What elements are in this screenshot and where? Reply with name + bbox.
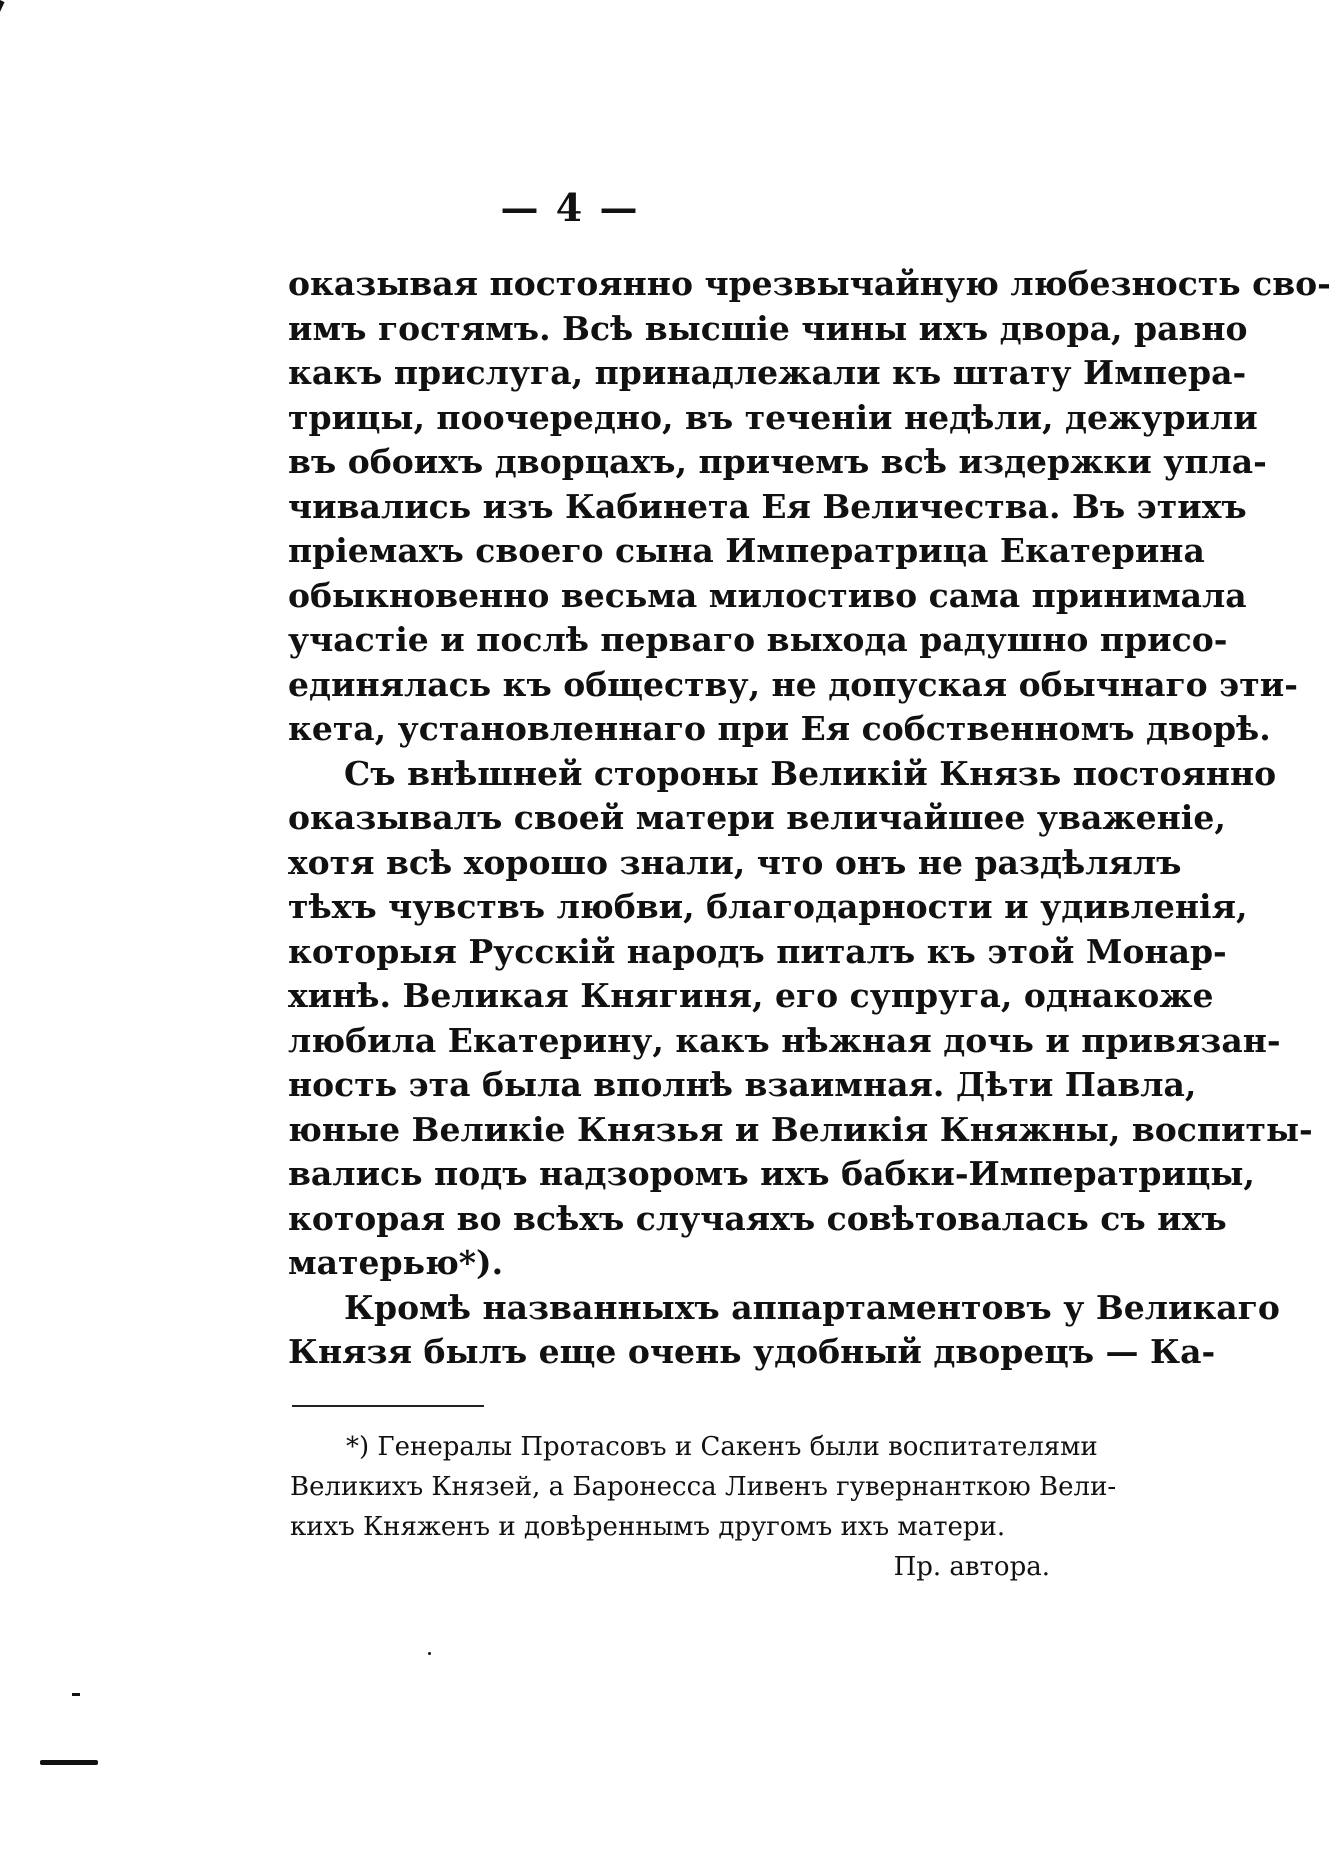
ink-mark [40, 1760, 98, 1765]
text-line: вались подъ надзоромъ ихъ бабки-Императрицы, [288, 1154, 1255, 1193]
text-line: въ обоихъ дворцахъ, причемъ всѣ издержки упла- [288, 442, 1267, 481]
text-line: какъ прислуга, принадлежали къ штату Импера- [288, 353, 1247, 392]
footnote-line: кихъ Княженъ и довѣреннымъ другомъ ихъ матери. [290, 1512, 1006, 1542]
text-line: любила Екатерину, какъ нѣжная дочь и привязан- [288, 1020, 1281, 1060]
text-line: хотя всѣ хорошо знали, что онъ не раздѣлялъ [288, 842, 1182, 882]
footnote-signature: Пр. автора. [893, 1552, 1050, 1582]
text-line: Князя былъ еще очень удобный дворецъ — Ка- [288, 1332, 1216, 1371]
text-line: юные Великіе Князья и Великія Княжны, воспиты- [288, 1109, 1313, 1149]
text-line: чивались изъ Кабинета Ея Величества. Въ этихъ [288, 486, 1247, 526]
paragraph-end-line: матерью*). [288, 1243, 504, 1282]
text-line: трицы, поочередно, въ теченіи недѣли, дежурили [288, 397, 1258, 437]
text-line: кета, установленнаго при Ея собственномъ дворѣ. [288, 709, 1271, 748]
page-number: — 4 — [500, 185, 640, 230]
text-line: ность эта была вполнѣ взаимная. Дѣти Павла, [288, 1065, 1197, 1104]
paragraph-start-line: Съ внѣшней стороны Великій Князь постоянно [344, 753, 1277, 793]
text-line: оказывая постоянно чрезвычайную любезность сво- [288, 264, 1331, 303]
footnote [290, 1427, 1117, 1587]
text-line: пріемахъ своего сына Императрица Екатерина [288, 531, 1205, 570]
text-line: имъ гостямъ. Всѣ высшіе чины ихъ двора, равно [288, 308, 1248, 348]
ink-speck [428, 1652, 431, 1655]
body-text [288, 262, 1331, 1375]
ink-mark [0, 0, 5, 29]
footnote-rule [292, 1405, 484, 1407]
text-line: участіе и послѣ перваго выхода радушно присо- [288, 620, 1228, 659]
text-line: обыкновенно весьма милостиво сама принимала [288, 575, 1247, 615]
text-line: единялась къ обществу, не допуская обычнаго эти- [288, 664, 1298, 704]
text-line: которыя Русскій народъ питалъ къ этой Монар- [288, 931, 1227, 971]
footnote-line: *) Генералы Протасовъ и Сакенъ были воспитателями [346, 1432, 1098, 1462]
text-line: оказывалъ своей матери величайшее уваженіе, [288, 798, 1226, 837]
footnote-line: Великихъ Князей, а Баронесса Ливенъ гувернанткою Вели- [290, 1472, 1117, 1502]
text-line: которая во всѣхъ случаяхъ совѣтовалась съ ихъ [288, 1198, 1227, 1238]
text-line: тѣхъ чувствъ любви, благодарности и удивленія, [288, 887, 1248, 926]
paragraph-start-line: Кромѣ названныхъ аппартаментовъ у Великаго [344, 1287, 1280, 1327]
ink-speck [72, 1693, 80, 1696]
text-line: хинѣ. Великая Княгиня, его супруга, однакоже [288, 976, 1214, 1015]
